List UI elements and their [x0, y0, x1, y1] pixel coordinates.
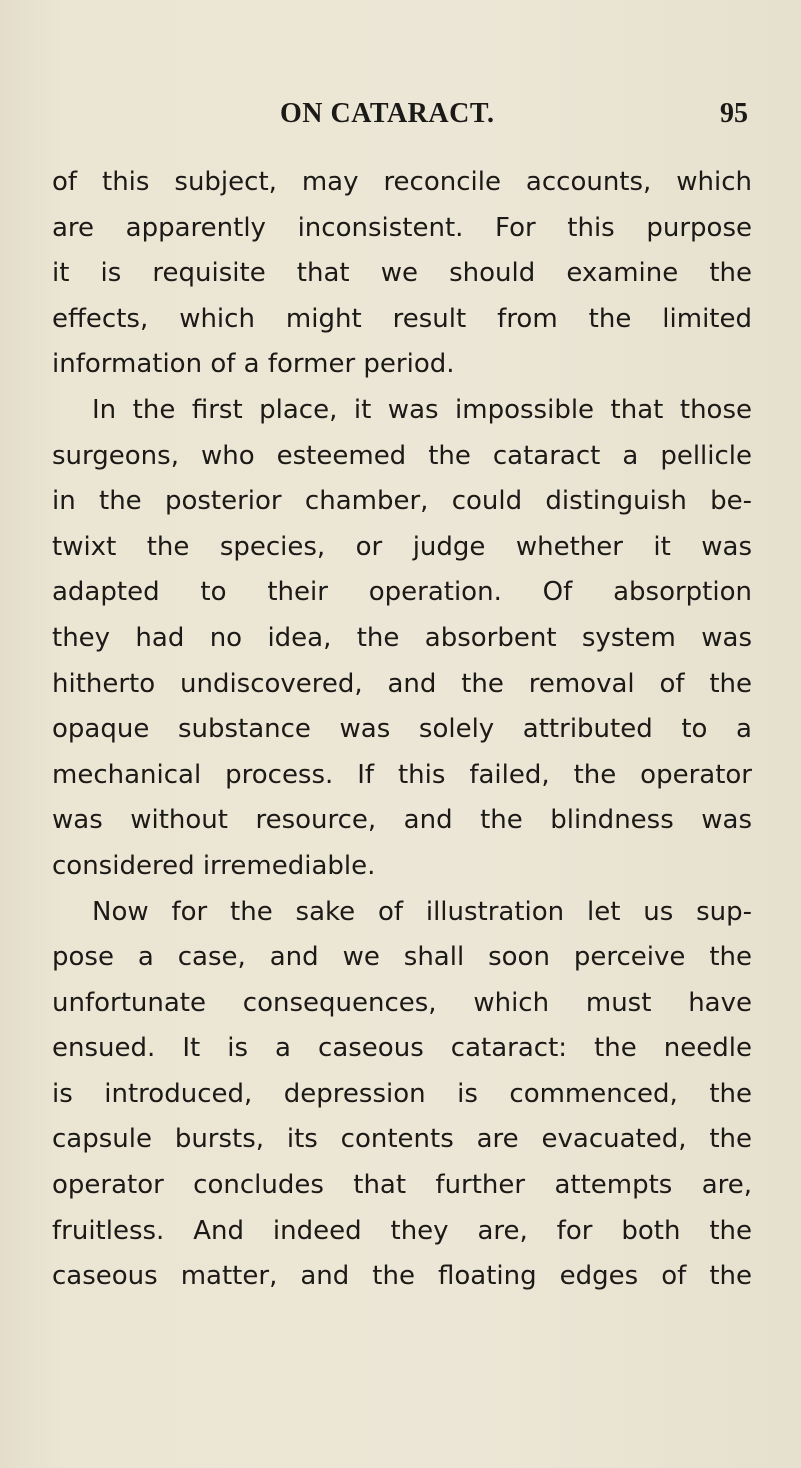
- text-line: was without resource, and the blindness was: [52, 805, 752, 836]
- text-line: caseous matter, and the floating edges of the: [52, 1261, 752, 1292]
- text-line: capsule bursts, its contents are evacuated, the: [52, 1124, 752, 1155]
- running-title: ON CATARACT.: [280, 98, 495, 129]
- text-line: unfortunate consequences, which must have: [52, 987, 752, 1018]
- text-line: pose a case, and we shall soon perceive the: [52, 942, 752, 973]
- text-line: hitherto undiscovered, and the removal of the: [52, 668, 752, 699]
- text-line: surgeons, who esteemed the cataract a pellicle: [52, 440, 752, 471]
- text-line: it is requisite that we should examine the: [52, 258, 752, 289]
- text-line: considered irremediable.: [52, 850, 376, 881]
- page-number: 95: [720, 98, 748, 129]
- text-line: ensued. It is a caseous cataract: the needle: [52, 1033, 752, 1064]
- text-line: of this subject, may reconcile accounts, which: [52, 167, 752, 197]
- body-text: [52, 160, 752, 1300]
- text-line: operator concludes that further attempts are,: [52, 1170, 752, 1201]
- text-line: adapted to their operation. Of absorption: [52, 577, 752, 608]
- text-line: is introduced, depression is commenced, the: [52, 1078, 752, 1109]
- running-head: [0, 98, 801, 138]
- text-line: fruitless. And indeed they are, for both the: [52, 1215, 752, 1246]
- text-line: twixt the species, or judge whether it was: [52, 531, 752, 562]
- text-line: mechanical process. If this failed, the operator: [52, 759, 752, 790]
- text-line: are apparently inconsistent. For this purpose: [52, 212, 752, 243]
- text-line: effects, which might result from the limited: [52, 303, 752, 334]
- text-line: information of a former period.: [52, 349, 455, 380]
- text-line: Now for the sake of illustration let us sup-: [92, 896, 752, 927]
- text-line: in the posterior chamber, could distinguish be-: [52, 486, 752, 517]
- text-line: opaque substance was solely attributed to a: [52, 714, 752, 745]
- text-line: they had no idea, the absorbent system was: [52, 622, 752, 653]
- text-line: In the first place, it was impossible that those: [92, 394, 752, 425]
